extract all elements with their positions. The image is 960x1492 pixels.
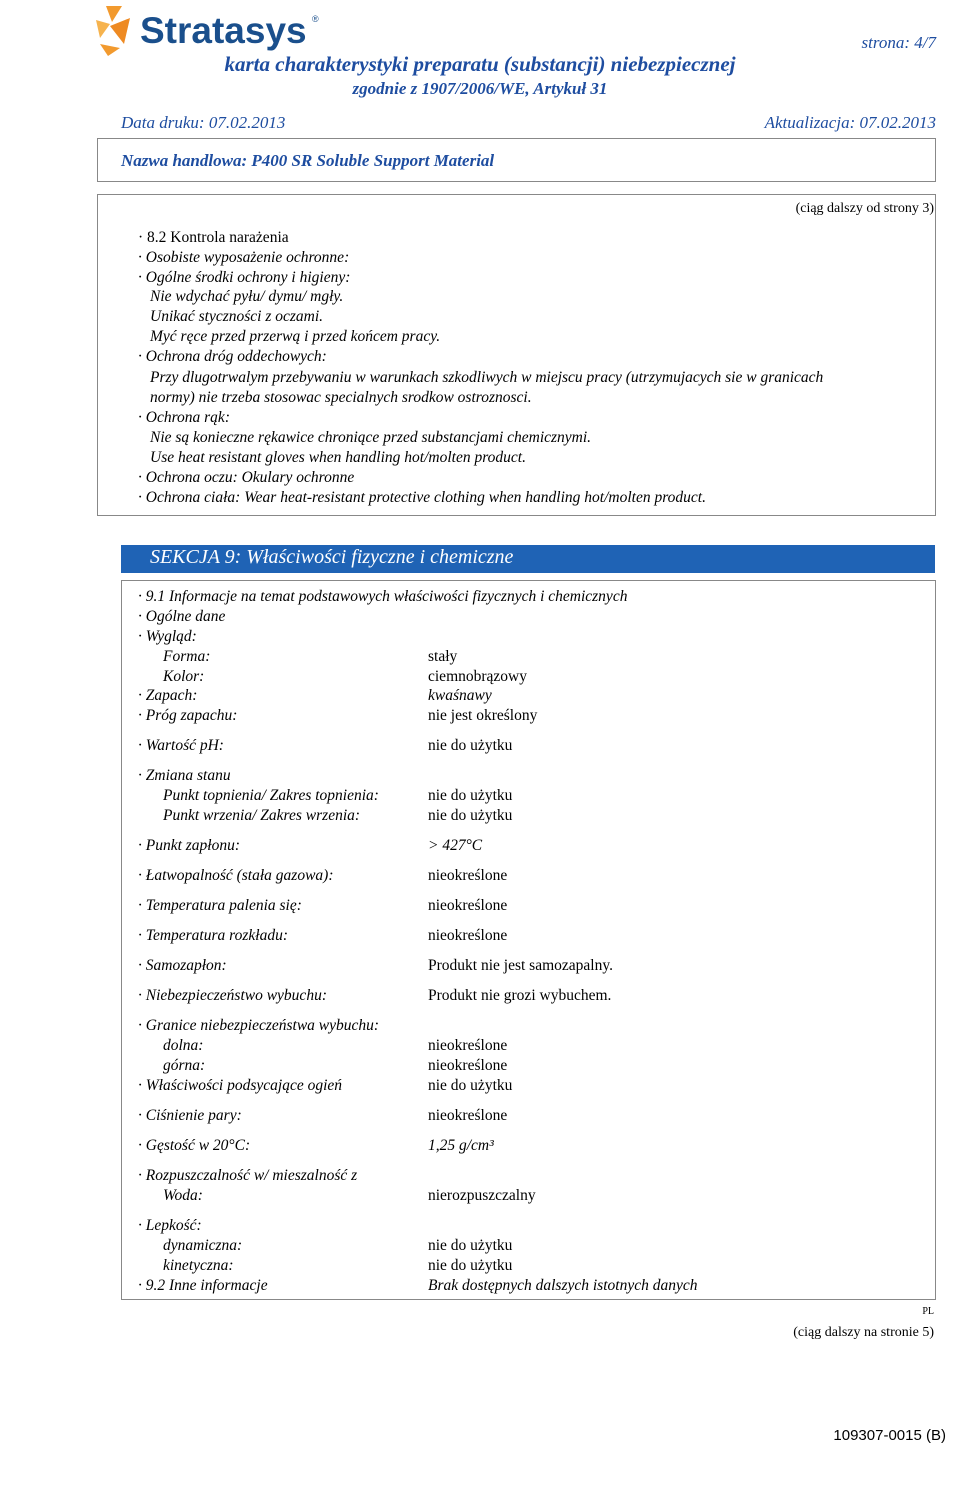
upper-limit-label: górna: bbox=[163, 1057, 206, 1074]
vapour-pressure-value: nieokreślone bbox=[428, 1107, 508, 1124]
document-title: karta charakterystyki preparatu (substancji) niebezpiecznej bbox=[224, 52, 736, 76]
dynamic-viscosity-label: dynamiczna: bbox=[163, 1237, 243, 1254]
explosion-limits-heading: · Granice niebezpieczeństwa wybuchu: bbox=[138, 1017, 380, 1034]
language-mark: PL bbox=[922, 1306, 934, 1317]
boiling-label: Punkt wrzenia/ Zakres wrzenia: bbox=[163, 807, 361, 824]
hygiene-item: Myć ręce przed przerwą i przed końcem pracy. bbox=[150, 328, 441, 345]
melting-value: nie do użytku bbox=[428, 787, 513, 804]
brand-registered-mark: ® bbox=[312, 14, 319, 24]
document-code: 109307-0015 (B) bbox=[833, 1427, 946, 1444]
print-date: Data druku: 07.02.2013 bbox=[121, 113, 286, 132]
self-ignition-label: · Samozapłon: bbox=[138, 957, 227, 974]
flammability-label: · Łatwopalność (stała gazowa): bbox=[138, 867, 334, 884]
oxidizing-label: · Właściwości podsycające ogień bbox=[138, 1077, 343, 1094]
upper-limit-value: nieokreślone bbox=[428, 1057, 508, 1074]
ph-value: nie do użytku bbox=[428, 737, 513, 754]
melting-label: Punkt topnienia/ Zakres topnienia: bbox=[163, 787, 379, 804]
vapour-pressure-label: · Ciśnienie pary: bbox=[138, 1107, 242, 1124]
kinematic-viscosity-value: nie do użytku bbox=[428, 1257, 513, 1274]
density-label: · Gęstość w 20°C: bbox=[138, 1137, 251, 1154]
appearance-heading: · Wygląd: bbox=[138, 628, 197, 645]
boiling-value: nie do użytku bbox=[428, 807, 513, 824]
flash-point-label: · Punkt zapłonu: bbox=[138, 837, 241, 854]
explosion-danger-value: Produkt nie grozi wybuchem. bbox=[428, 987, 612, 1004]
continued-from-note: (ciąg dalszy od strony 3) bbox=[795, 201, 934, 216]
eye-protection-label: · Ochrona oczu: bbox=[138, 469, 238, 486]
density-value: 1,25 g/cm³ bbox=[428, 1137, 494, 1154]
form-label: Forma: bbox=[163, 648, 211, 665]
lower-limit-value: nieokreślone bbox=[428, 1037, 508, 1054]
body-protection-value: Wear heat-resistant protective clothing when handling hot/molten product. bbox=[244, 489, 706, 506]
state-change-heading: · Zmiana stanu bbox=[138, 767, 231, 784]
continued-on-note: (ciąg dalszy na stronie 5) bbox=[793, 1325, 934, 1340]
ppe-heading: · Osobiste wyposażenie ochronne: bbox=[138, 249, 350, 266]
respiratory-text: Przy dlugotrwalym przebywaniu w warunkach szkodliwych w miejscu pracy (utrzymujacych sie w granicach bbox=[150, 369, 824, 386]
logo-mark-icon bbox=[94, 4, 138, 58]
odor-label: · Zapach: bbox=[138, 687, 198, 704]
ph-label: · Wartość pH: bbox=[138, 737, 224, 754]
update-date: Aktualizacja: 07.02.2013 bbox=[764, 113, 936, 132]
oxidizing-value: nie do użytku bbox=[428, 1077, 513, 1094]
page-number: strona: 4/7 bbox=[861, 33, 936, 52]
dynamic-viscosity-value: nie do użytku bbox=[428, 1237, 513, 1254]
lower-limit-label: dolna: bbox=[163, 1037, 204, 1054]
section-9-1-heading: · 9.1 Informacje na temat podstawowych właściwości fizycznych i chemicznych bbox=[138, 588, 628, 605]
odor-threshold-label: · Próg zapachu: bbox=[138, 707, 238, 724]
other-info-label: · 9.2 Inne informacje bbox=[138, 1277, 268, 1294]
body-protection bbox=[138, 488, 706, 508]
hand-protection-text-2: Use heat resistant gloves when handling hot/molten product. bbox=[150, 449, 526, 466]
water-value: nierozpuszczalny bbox=[428, 1187, 536, 1204]
self-ignition-value: Produkt nie jest samozapalny. bbox=[428, 957, 613, 974]
flash-point-value: > 427°C bbox=[428, 837, 483, 854]
product-name: Nazwa handlowa: P400 SR Soluble Support Material bbox=[121, 151, 495, 170]
decomposition-value: nieokreślone bbox=[428, 927, 508, 944]
kinematic-viscosity-label: kinetyczna: bbox=[163, 1257, 234, 1274]
eye-protection-value: Okulary ochronne bbox=[241, 469, 355, 486]
hand-protection-text: Nie są konieczne rękawice chroniące przed substancjami chemicznymi. bbox=[150, 429, 592, 446]
body-protection-label: · Ochrona ciała: bbox=[138, 489, 241, 506]
color-value: ciemnobrązowy bbox=[428, 668, 527, 685]
document-subtitle: zgodnie z 1907/2006/WE, Artykuł 31 bbox=[352, 79, 608, 98]
respiratory-text-cont: normy) nie trzeba stosowac specialnych srodkow ostroznosci. bbox=[150, 389, 532, 406]
form-value: stały bbox=[428, 648, 458, 665]
viscosity-heading: · Lepkość: bbox=[138, 1217, 202, 1234]
respiratory-heading: · Ochrona dróg oddechowych: bbox=[138, 348, 327, 365]
water-label: Woda: bbox=[163, 1187, 203, 1204]
hygiene-item: Unikać styczności z oczami. bbox=[150, 308, 324, 325]
brand-name: Stratasys bbox=[140, 10, 307, 51]
explosion-danger-label: · Niebezpieczeństwo wybuchu: bbox=[138, 987, 327, 1004]
hand-protection-heading: · Ochrona rąk: bbox=[138, 409, 230, 426]
decomposition-label: · Temperatura rozkładu: bbox=[138, 927, 288, 944]
ignition-temp-value: nieokreślone bbox=[428, 897, 508, 914]
odor-value: kwaśnawy bbox=[428, 687, 492, 704]
hygiene-item: Nie wdychać pyłu/ dymu/ mgły. bbox=[150, 288, 344, 305]
other-info-value: Brak dostępnych dalszych istotnych danych bbox=[428, 1277, 698, 1294]
solubility-heading: · Rozpuszczalność w/ mieszalność z bbox=[138, 1167, 358, 1184]
ignition-temp-label: · Temperatura palenia się: bbox=[138, 897, 302, 914]
hygiene-heading: · Ogólne środki ochrony i higieny: bbox=[138, 269, 351, 286]
section-8-2-heading: · 8.2 Kontrola narażenia bbox=[138, 229, 289, 246]
general-data: · Ogólne dane bbox=[138, 608, 226, 625]
flammability-value: nieokreślone bbox=[428, 867, 508, 884]
color-label: Kolor: bbox=[163, 668, 205, 685]
eye-protection bbox=[138, 468, 354, 488]
odor-threshold-value: nie jest określony bbox=[428, 707, 538, 724]
section-9-title: SEKCJA 9: Właściwości fizyczne i chemiczne bbox=[150, 546, 514, 568]
